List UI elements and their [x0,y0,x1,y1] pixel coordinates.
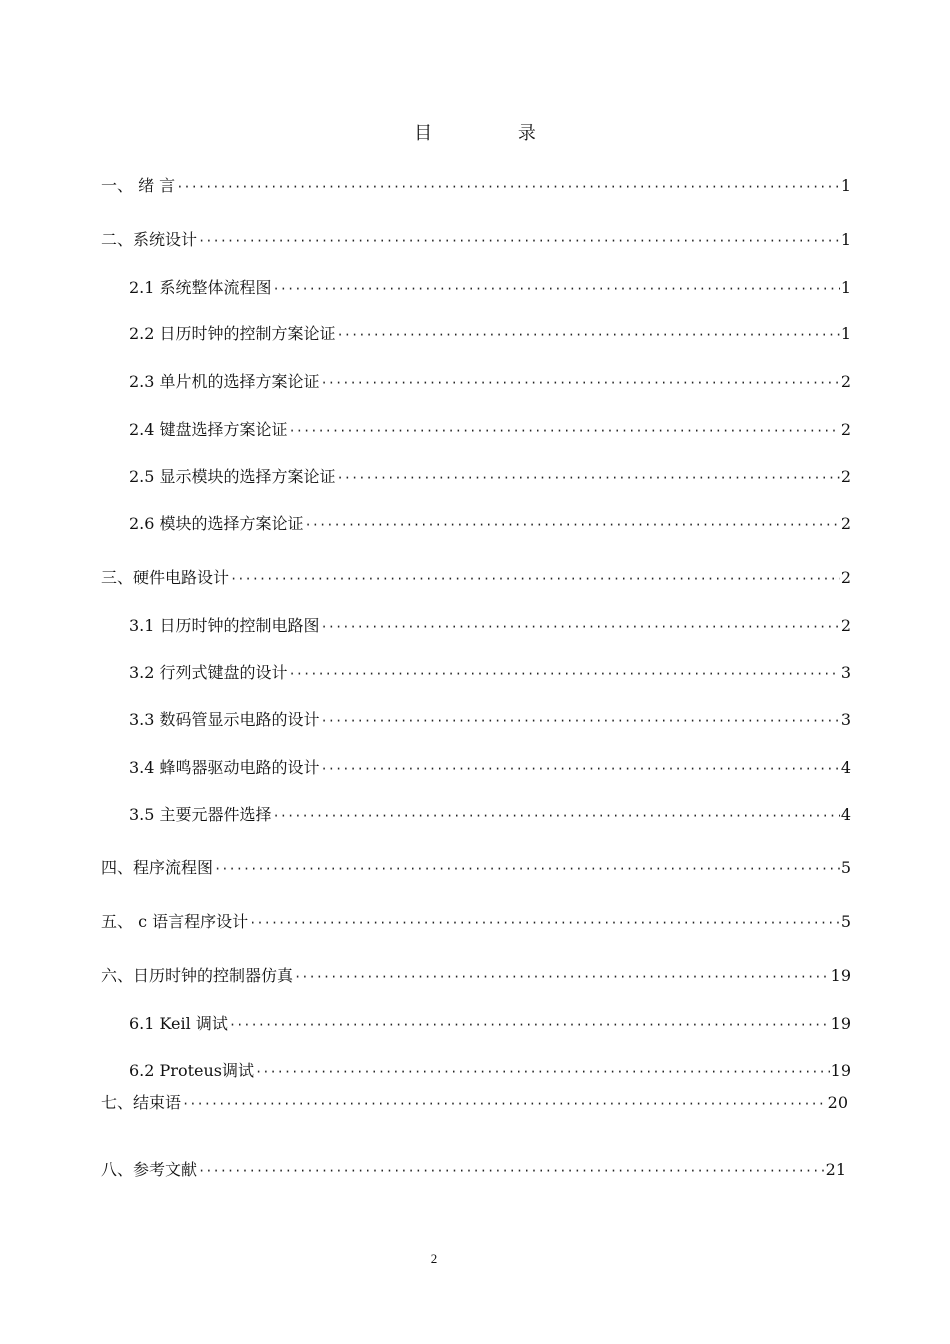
toc-entry[interactable] [101,910,851,934]
toc-leader-dots [182,1092,827,1116]
toc-entry[interactable] [129,465,851,489]
toc-entry-label: 2.5 显示模块的选择方案论证 [129,467,336,486]
toc-entry-page: 1 [840,176,851,195]
toc-entry-page: 2 [840,467,851,486]
toc-entry-page: 4 [840,805,851,824]
toc-entry[interactable] [101,1091,848,1115]
toc-entry-label: 三、硬件电路设计 [101,568,230,587]
toc-entry[interactable] [129,661,851,685]
toc-leader-dots [294,965,830,989]
toc-entry[interactable] [129,756,851,780]
toc-entry-page: 2 [840,568,851,587]
toc-entry-page: 2 [840,514,851,533]
toc-entry-label: 六、日历时钟的控制器仿真 [101,966,294,985]
toc-entry-page: 21 [825,1160,846,1179]
toc-leader-dots [289,419,840,443]
toc-entry-page: 1 [840,324,851,343]
toc-entry-page: 2 [840,420,851,439]
toc-entry[interactable] [129,614,851,638]
toc-leader-dots [337,466,840,490]
toc-entry-page: 4 [840,758,851,777]
toc-entry-label: 二、系统设计 [101,230,198,249]
toc-leader-dots [273,277,840,301]
toc-entry-label: 6.2 Proteus调试 [129,1061,254,1080]
toc-entry-page: 19 [830,1061,851,1080]
toc-entry-label: 2.4 键盘选择方案论证 [129,420,288,439]
toc-entry-page: 5 [840,912,851,931]
toc-leader-dots [255,1060,830,1084]
toc-leader-dots [176,175,840,199]
toc-entry-label: 2.1 系统整体流程图 [129,278,272,297]
toc-entry[interactable] [129,512,851,536]
toc-leader-dots [198,229,840,253]
toc-entry[interactable] [129,708,851,732]
toc-leader-dots [198,1159,825,1183]
toc-leader-dots [249,911,840,935]
page-number: 2 [430,1251,438,1266]
toc-entry[interactable] [101,566,851,590]
toc-entry-label: 五、 c 语言程序设计 [101,912,249,931]
toc-entry-page: 19 [830,966,851,985]
toc-entry-label: 2.3 单片机的选择方案论证 [129,372,320,391]
toc-entry-page: 3 [840,663,851,682]
toc-leader-dots [321,615,840,639]
toc-leader-dots [305,513,840,537]
toc-entry[interactable] [129,418,851,442]
toc-entry[interactable] [129,1059,851,1083]
toc-entry-label: 2.6 模块的选择方案论证 [129,514,304,533]
toc-entry-label: 3.1 日历时钟的控制电路图 [129,616,320,635]
toc-leader-dots [321,371,840,395]
toc-entry[interactable] [129,803,851,827]
toc-entry-label: 2.2 日历时钟的控制方案论证 [129,324,336,343]
toc-entry-page: 1 [840,278,851,297]
toc-entry-page: 5 [840,858,851,877]
toc-entry[interactable] [101,964,851,988]
toc-entry-label: 四、程序流程图 [101,858,214,877]
toc-entry-page: 19 [830,1014,851,1033]
toc-entry[interactable] [101,1158,846,1182]
toc-entry-label: 3.5 主要元器件选择 [129,805,272,824]
toc-title: 目 录 [414,123,576,144]
toc-entry-label: 6.1 Keil 调试 [129,1014,228,1033]
toc-entry-label: 3.2 行列式键盘的设计 [129,663,288,682]
toc-entry[interactable] [101,228,851,252]
toc-entry-page: 2 [840,616,851,635]
toc-leader-dots [273,804,840,828]
toc-leader-dots [230,567,840,591]
toc-entry[interactable] [101,856,851,880]
toc-entry[interactable] [129,370,851,394]
toc-entry[interactable] [129,276,851,300]
toc-leader-dots [229,1013,830,1037]
toc-entry-page: 1 [840,230,851,249]
toc-entry[interactable] [101,174,851,198]
toc-leader-dots [321,709,840,733]
toc-leader-dots [321,757,840,781]
toc-leader-dots [289,662,840,686]
toc-leader-dots [337,323,840,347]
toc-entry-label: 3.3 数码管显示电路的设计 [129,710,320,729]
toc-entry[interactable] [129,322,851,346]
toc-entry-page: 2 [840,372,851,391]
toc-entry-label: 3.4 蜂鸣器驱动电路的设计 [129,758,320,777]
toc-entry-label: 一、 绪 言 [101,176,176,195]
toc-entry-page: 3 [840,710,851,729]
toc-entry-page: 20 [827,1093,848,1112]
toc-entry[interactable] [129,1012,851,1036]
toc-entry-label: 八、参考文献 [101,1160,198,1179]
toc-leader-dots [214,857,840,881]
toc-entry-label: 七、结束语 [101,1093,182,1112]
